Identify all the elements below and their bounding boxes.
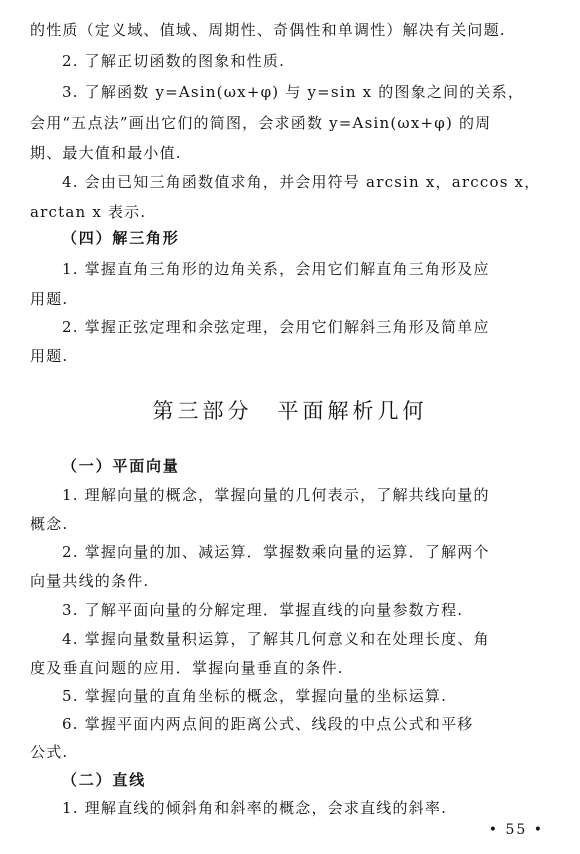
text-line: arctan x 表示. <box>30 203 147 221</box>
text-line: 的性质（定义域、值域、周期性、奇偶性和单调性）解决有关问题. <box>30 21 506 39</box>
page-number: • 55 • <box>488 822 544 838</box>
text-line: 会用“五点法”画出它们的简图，会求函数 y=Asin(ωx+φ) 的周 <box>30 114 492 132</box>
list-item-4: 4. 掌握向量数量积运算，了解其几何意义和在处理长度、角 <box>62 630 490 648</box>
text-line: 公式. <box>30 743 69 761</box>
list-item-3: 3. 了解平面向量的分解定理．掌握直线的向量参数方程. <box>62 601 464 619</box>
section-heading-vectors: （一）平面向量 <box>62 457 180 475</box>
list-item-1: 1. 理解直线的倾斜角和斜率的概念，会求直线的斜率. <box>62 799 448 817</box>
list-item-2: 2. 掌握正弦定理和余弦定理，会用它们解斜三角形及简单应 <box>62 318 490 336</box>
list-item-4: 4. 会由已知三角函数值求角，并会用符号 arcsin x，arccos x， <box>62 173 541 191</box>
section-heading-lines: （二）直线 <box>62 771 147 789</box>
text-line: 向量共线的条件. <box>30 572 150 590</box>
list-item-1: 1. 掌握直角三角形的边角关系，会用它们解直角三角形及应 <box>62 260 490 278</box>
text-line: 期、最大值和最小值. <box>30 144 182 162</box>
text-line: 用题. <box>30 290 69 308</box>
list-item-2: 2. 了解正切函数的图象和性质. <box>62 52 286 70</box>
text-line: 度及垂直问题的应用．掌握向量垂直的条件. <box>30 659 344 677</box>
text-line: 用题. <box>30 347 69 365</box>
part-title: 第三部分 平面解析几何 <box>152 399 428 423</box>
list-item-3: 3. 了解函数 y=Asin(ωx+φ) 与 y=sin x 的图象之间的关系， <box>62 83 525 101</box>
list-item-1: 1. 理解向量的概念，掌握向量的几何表示，了解共线向量的 <box>62 486 490 504</box>
list-item-6: 6. 掌握平面内两点间的距离公式、线段的中点公式和平移 <box>62 715 474 733</box>
section-heading-triangles: （四）解三角形 <box>62 229 180 247</box>
list-item-2: 2. 掌握向量的加、减运算．掌握数乘向量的运算．了解两个 <box>62 543 490 561</box>
list-item-5: 5. 掌握向量的直角坐标的概念，掌握向量的坐标运算. <box>62 687 448 705</box>
text-line: 概念. <box>30 515 69 533</box>
